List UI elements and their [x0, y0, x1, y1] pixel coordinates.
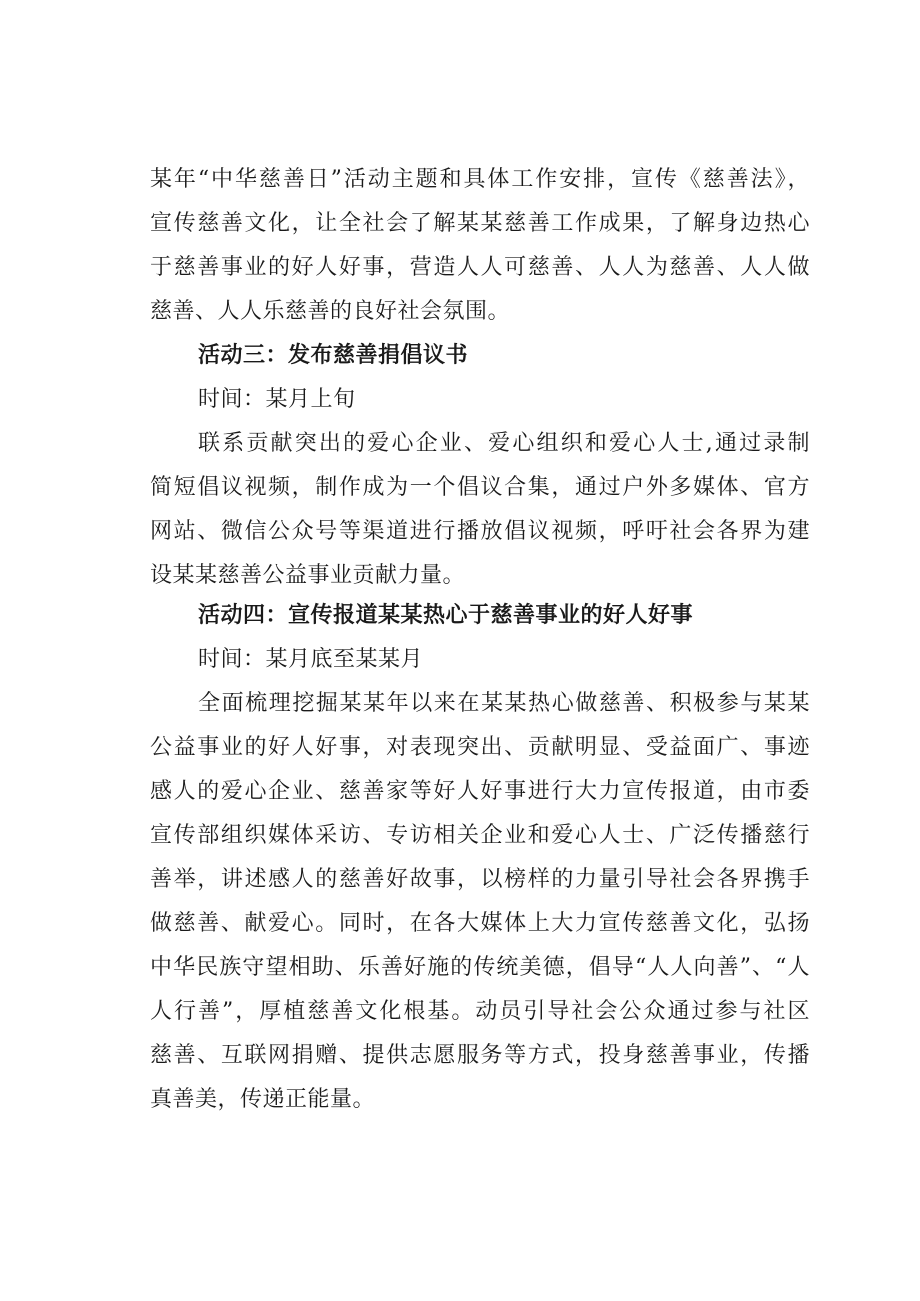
paragraph-line: 设某某慈善公益事业贡献力量。 [150, 563, 466, 588]
paragraph-line: 中华民族守望相助、乐善好施的传统美德，倡导“人人向善”、“人 [150, 955, 810, 980]
paragraph-line: 真善美，传递正能量。 [150, 1087, 376, 1112]
paragraph-line: 简短倡议视频，制作成为一个倡议合集，通过户外多媒体、官方 [150, 475, 810, 500]
activity3-time: 时间：某月上旬 [198, 387, 356, 412]
paragraph-line: 慈善、互联网捐赠、提供志愿服务等方式，投身慈善事业，传播 [150, 1043, 810, 1068]
paragraph-line: 宣传部组织媒体采访、专访相关企业和爱心人士、广泛传播慈行 [150, 823, 810, 848]
activity3-heading: 活动三：发布慈善捐倡议书 [198, 343, 469, 368]
paragraph-line: 于慈善事业的好人好事，营造人人可慈善、人人为慈善、人人做 [150, 255, 810, 280]
paragraph-line: 公益事业的好人好事，对表现突出、贡献明显、受益面广、事迹 [150, 735, 810, 760]
activity4-heading: 活动四：宣传报道某某热心于慈善事业的好人好事 [198, 603, 694, 628]
paragraph-line: 全面梳理挖掘某某年以来在某某热心做慈善、积极参与某某 [198, 691, 810, 716]
paragraph-line: 人行善”，厚植慈善文化根基。动员引导社会公众通过参与社区 [150, 999, 810, 1024]
paragraph-line: 联系贡献突出的爱心企业、爱心组织和爱心人士,通过录制 [198, 431, 810, 456]
paragraph-line: 感人的爱心企业、慈善家等好人好事进行大力宣传报道，由市委 [150, 779, 810, 804]
activity4-time: 时间：某月底至某某月 [198, 647, 424, 672]
paragraph-line: 善举，讲述感人的慈善好故事，以榜样的力量引导社会各界携手 [150, 867, 810, 892]
paragraph-line: 某年“中华慈善日”活动主题和具体工作安排，宣传《慈善法》， [150, 167, 810, 192]
paragraph-line: 做慈善、献爱心。同时，在各大媒体上大力宣传慈善文化，弘扬 [150, 911, 810, 936]
paragraph-line: 慈善、人人乐慈善的良好社会氛围。 [150, 299, 511, 324]
paragraph-line: 宣传慈善文化，让全社会了解某某慈善工作成果，了解身边热心 [150, 211, 810, 236]
paragraph-line: 网站、微信公众号等渠道进行播放倡议视频，呼吁社会各界为建 [150, 519, 810, 544]
